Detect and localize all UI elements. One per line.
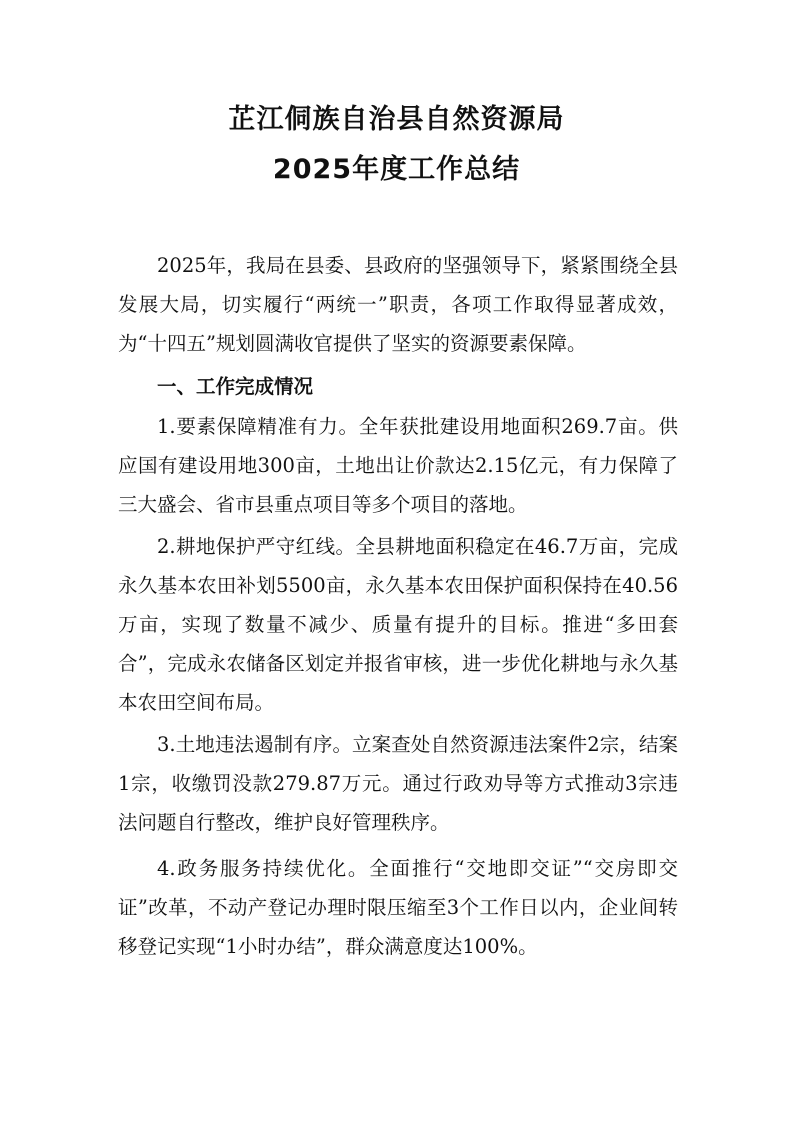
section-heading: 一、工作完成情况 xyxy=(157,375,314,398)
list-item-1: 1.要素保障精准有力。全年获批建设用地面积269.7亩。供应国有建设用地300亩，土地出让价款达2.15亿元，有力保障了三大盛会、省市县重点项目等多个项目的落地。 xyxy=(118,415,678,516)
list-item-3: 3.土地违法遏制有序。立案查处自然资源违法案件2宗，结案1宗，收缴罚没款279.87万元。通过行政劝导等方式推动3宗违法问题自行整改，维护良好管理秩序。 xyxy=(118,733,678,834)
list-item-2: 2.耕地保护严守红线。全县耕地面积稳定在46.7万亩，完成永久基本农田补划5500亩，永久基本农田保护面积保持在40.56万亩，实现了数量不减少、质量有提升的目标。推进“多田套合”，完成永农储备区划定并报省审核，进一步优化耕地与永久基本农田空间布局。 xyxy=(118,535,678,714)
document-title-line1: 芷江侗族自治县自然资源局 xyxy=(228,104,565,135)
list-item-4: 4.政务服务持续优化。全面推行“交地即交证”“交房即交证”改革，不动产登记办理时限压缩至3个工作日以内，企业间转移登记实现“1小时办结”，群众满意度达100%。 xyxy=(118,857,678,958)
intro-paragraph: 2025年，我局在县委、县政府的坚强领导下，紧紧围绕全县发展大局，切实履行“两统一”职责，各项工作取得显著成效，为“十四五”规划圆满收官提供了坚实的资源要素保障。 xyxy=(118,254,678,355)
document-title-line2: 2025年度工作总结 xyxy=(272,154,521,185)
document-body xyxy=(118,246,678,966)
